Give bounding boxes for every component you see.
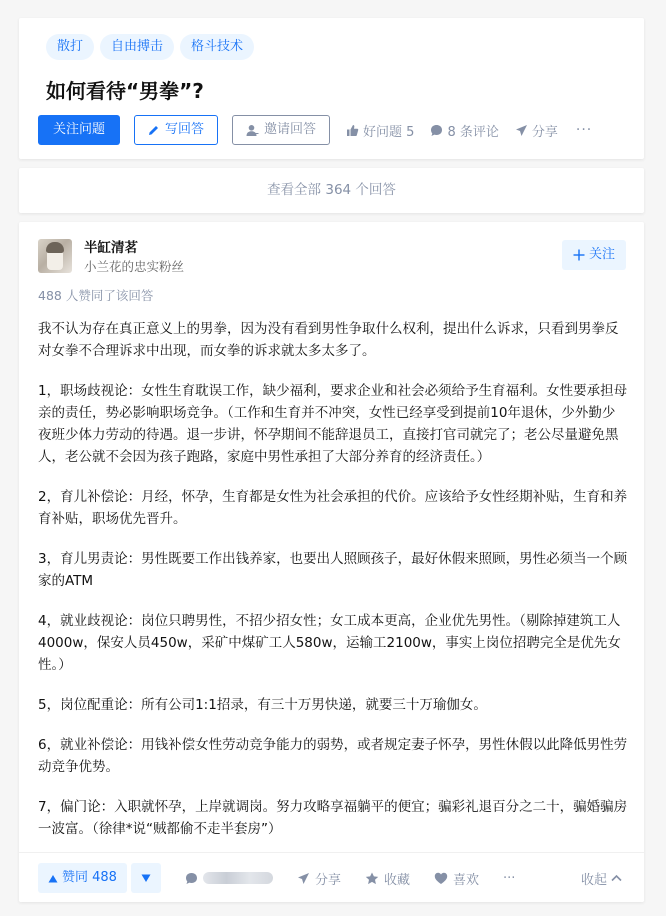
triangle-up-icon bbox=[48, 874, 58, 883]
share-label: 分享 bbox=[314, 872, 341, 888]
share-arrow-icon bbox=[297, 872, 310, 885]
author-name[interactable]: 半缸清茗 bbox=[84, 240, 138, 256]
upvote-count-info: 488 人赞同了该回答 bbox=[38, 288, 154, 303]
downvote-button[interactable] bbox=[131, 863, 161, 893]
answer-action-bar bbox=[19, 852, 644, 902]
answer-paragraph: 3，育儿男责论：男性既要工作出钱养家，也要出人照顾孩子，最好休假来照顾，男性必须当一个顾家的ATM bbox=[38, 551, 628, 589]
comments-label: 8 条评论 bbox=[447, 124, 499, 140]
collapse-label: 收起 bbox=[580, 872, 607, 888]
comments-button[interactable] bbox=[430, 121, 498, 140]
plus-icon bbox=[573, 249, 585, 261]
write-answer-label: 写回答 bbox=[165, 122, 205, 137]
collapse-button[interactable] bbox=[581, 869, 622, 888]
answer-paragraph: 6，就业补偿论：用钱补偿女性劳动竞争能力的弱势，或者规定妻子怀孕，男性休假以此降低男性劳动竞争优势。 bbox=[38, 737, 628, 775]
share-question-button[interactable] bbox=[515, 121, 558, 140]
share-label: 分享 bbox=[531, 124, 558, 140]
question-header bbox=[19, 18, 644, 159]
question-title[interactable]: 如何看待“男拳”? bbox=[46, 79, 204, 103]
topic-tag[interactable]: 自由搏击 bbox=[100, 34, 174, 60]
answer-paragraph: 1，职场歧视论：女性生育耽误工作，缺少福利，要求企业和社会必须给予生育福利。女性要承担母亲的责任，势必影响职场竞争。（工作和生育并不冲突，女性已经享受到提前10年退休，少外勤少夜班少体力劳动的待遇。退一步讲，怀孕期间不能辞退员工，直接打官司就完了；老公尽量避免黑人，老公就不会因为孩子跑路，家庭中男性承担了大部分养育的经济责任。） bbox=[38, 383, 628, 465]
topic-tag[interactable]: 散打 bbox=[46, 34, 94, 60]
answer-content bbox=[38, 318, 628, 858]
upvote-button[interactable] bbox=[38, 863, 127, 893]
comment-bubble-icon bbox=[430, 124, 443, 137]
answer-paragraph: 我不认为存在真正意义上的男拳，因为没有看到男性争取什么权利，提出什么诉求，只看到男拳反对女拳不合理诉求中出现，而女拳的诉求就太多太多了。 bbox=[38, 321, 619, 359]
answer-paragraph: 5，岗位配重论：所有公司1:1招录，有三十万男快递，就要三十万瑜伽女。 bbox=[38, 697, 487, 713]
blurred-comment-count bbox=[203, 872, 273, 884]
upvote-label: 赞同 488 bbox=[62, 870, 117, 885]
heart-icon bbox=[434, 872, 448, 885]
invite-answer-label: 邀请回答 bbox=[264, 122, 317, 137]
follow-author-button[interactable] bbox=[562, 240, 626, 270]
comment-bubble-icon bbox=[185, 872, 198, 885]
collect-label: 收藏 bbox=[383, 872, 410, 888]
chevron-up-icon bbox=[611, 874, 622, 882]
view-all-answers-link[interactable]: 查看全部 364 个回答 bbox=[19, 168, 644, 213]
thumbs-up-icon bbox=[346, 124, 359, 137]
answer-paragraph: 2，育儿补偿论：月经，怀孕，生育都是女性为社会承担的代价。应该给予女性经期补贴，生育和养育补贴，职场优先晋升。 bbox=[38, 489, 628, 527]
topic-tag[interactable]: 格斗技术 bbox=[180, 34, 254, 60]
follow-author-label: 关注 bbox=[588, 247, 615, 262]
like-button[interactable] bbox=[434, 869, 479, 888]
write-answer-button[interactable] bbox=[134, 115, 218, 145]
star-icon bbox=[365, 872, 379, 885]
share-arrow-icon bbox=[515, 124, 528, 137]
answer-more-button[interactable]: ··· bbox=[503, 870, 516, 886]
answer-card bbox=[19, 222, 644, 902]
like-label: 喜欢 bbox=[452, 872, 479, 888]
triangle-down-icon bbox=[141, 874, 151, 883]
pencil-icon bbox=[148, 124, 160, 136]
more-options-button[interactable]: ··· bbox=[575, 122, 593, 138]
collect-button[interactable] bbox=[365, 869, 410, 888]
answer-comments-button[interactable] bbox=[185, 872, 273, 885]
avatar[interactable] bbox=[38, 239, 72, 273]
invite-answer-button[interactable] bbox=[232, 115, 330, 145]
answer-paragraph: 7，偏门论：入职就怀孕，上岸就调岗。努力攻略享福躺平的便宜；骗彩礼退百分之二十，骗婚骗房一波富。（徐律*说“贼都偷不走半套房”） bbox=[38, 799, 628, 837]
topic-tags bbox=[46, 34, 254, 60]
answer-paragraph: 4，就业歧视论：岗位只聘男性，不招少招女性；女工成本更高，企业优先男性。（剔除掉建筑工人4000w，保安人员450w，采矿中煤矿工人580w，运输工2100w，事实上岗位招聘完全是优先女性。） bbox=[38, 613, 621, 673]
author-bio: 小兰花的忠实粉丝 bbox=[84, 259, 185, 274]
good-question-label: 好问题 5 bbox=[363, 124, 415, 140]
answer-share-button[interactable] bbox=[297, 869, 341, 888]
good-question-button[interactable] bbox=[346, 121, 414, 140]
question-actions bbox=[38, 115, 592, 145]
invite-user-icon bbox=[246, 124, 259, 137]
follow-question-button[interactable]: 关注问题 bbox=[38, 115, 120, 145]
